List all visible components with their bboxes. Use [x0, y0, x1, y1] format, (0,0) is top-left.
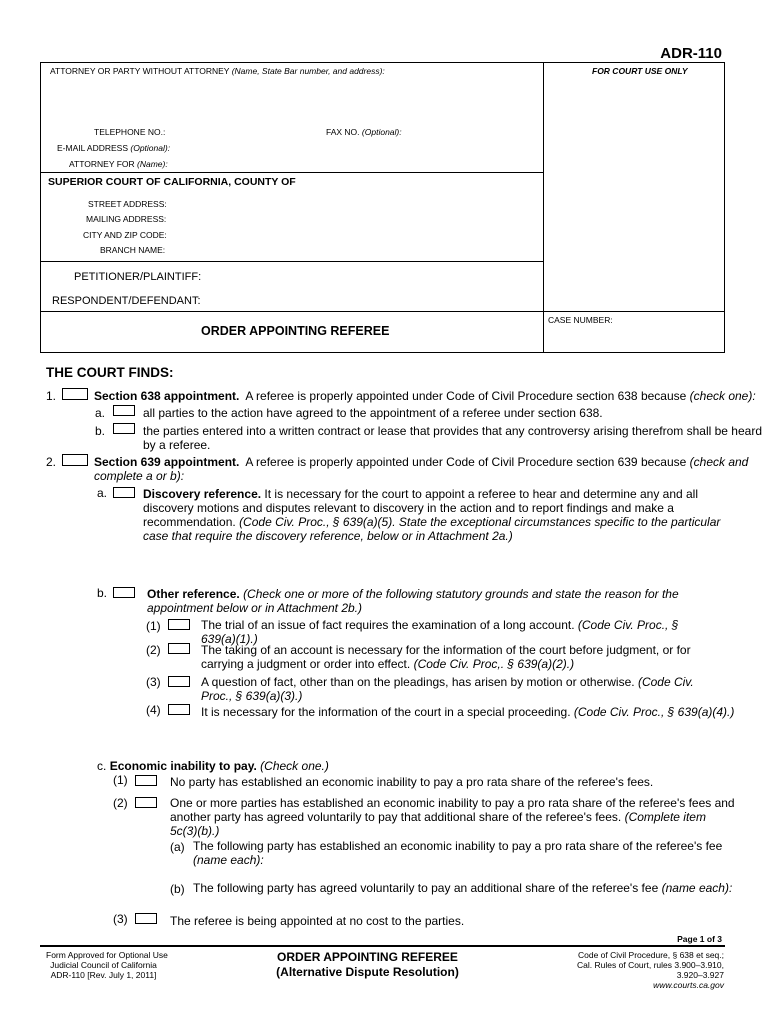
- footer-title: ORDER APPOINTING REFEREE (Alternative Dispute Resolution): [276, 950, 459, 979]
- item2a-text-4: case that require the discovery reference, below or in Attachment 2a.): [143, 529, 513, 543]
- mailing-label: MAILING ADDRESS:: [86, 214, 167, 224]
- footer-code: Code of Civil Procedure, § 638 et seq.; Cal. Rules of Court, rules 3.900–3.910, 3.920–3.927 www.courts.ca.gov: [577, 950, 724, 990]
- econ1-checkbox[interactable]: [135, 775, 157, 786]
- econ2b-label: (b): [170, 882, 185, 896]
- item2b1-checkbox[interactable]: [168, 619, 190, 630]
- telephone-label: TELEPHONE NO.:: [94, 127, 166, 137]
- econ2b-text: The following party has agreed voluntarily to pay an additional share of the referee's fee (name each):: [193, 881, 733, 895]
- item2b-label: b.: [97, 586, 108, 600]
- branch-label: BRANCH NAME:: [100, 245, 166, 255]
- item2b1-text: The trial of an issue of fact requires the examination of a long account. (Code Civ. Proc., §: [201, 618, 679, 632]
- item2a-label: a.: [97, 486, 108, 500]
- econ2-text-2: another party has agreed voluntarily to pay that additional share of the referee's fees. (Complete item: [170, 810, 706, 824]
- item2b-text-2: appointment below or in Attachment 2b.): [147, 601, 363, 615]
- form-id: ADR-110: [660, 45, 722, 62]
- item2b4-label: (4): [146, 703, 161, 717]
- footer-rule: [40, 945, 725, 947]
- item1-text: Section 638 appointment. A referee is properly appointed under Code of Civil Procedure section 638 because (check one):: [94, 389, 756, 403]
- footer-approval: Form Approved for Optional Use Judicial Council of California ADR-110 [Rev. July 1, 2011]: [46, 950, 168, 980]
- econ-heading: c. Economic inability to pay. (Check one.): [97, 759, 329, 773]
- item1-checkbox[interactable]: [62, 388, 88, 400]
- item2b1-label: (1): [146, 619, 161, 633]
- item2-hint: complete a or b):: [94, 469, 185, 483]
- item1b-text-2: by a referee.: [143, 438, 211, 452]
- item2b3-label: (3): [146, 675, 161, 689]
- econ2-checkbox[interactable]: [135, 797, 157, 808]
- item2a-checkbox[interactable]: [113, 487, 135, 498]
- item2-checkbox[interactable]: [62, 454, 88, 466]
- item2b2-label: (2): [146, 643, 161, 657]
- econ2-label: (2): [113, 796, 128, 810]
- case-number-label: CASE NUMBER:: [548, 315, 613, 325]
- item2b-checkbox[interactable]: [113, 587, 135, 598]
- item1b-checkbox[interactable]: [113, 423, 135, 434]
- econ2-text-1: One or more parties has established an economic inability to pay a pro rata share of the referee's fees and: [170, 796, 735, 810]
- item1b-text-1: the parties entered into a written contract or lease that provides that any controversy arising therefrom shall be heard: [143, 424, 762, 438]
- item2a-text-1: Discovery reference. It is necessary for the court to appoint a referee to hear and determine any and all: [143, 487, 699, 501]
- item2a-text-3: recommendation. (Code Civ. Proc., § 639(a)(5). State the exceptional circumstances specific to the particular: [143, 515, 721, 529]
- item2b4-text: It is necessary for the information of the court in a special proceeding. (Code Civ. Proc., § 639(a)(4).): [201, 705, 735, 719]
- econ3-text: The referee is being appointed at no cost to the parties.: [170, 914, 465, 928]
- email-label: E-MAIL ADDRESS (Optional):: [57, 143, 171, 153]
- item1a-label: a.: [95, 406, 106, 420]
- item2b2-text-2: carrying a judgment or order into effect. (Code Civ. Proc,. § 639(a)(2).): [201, 657, 575, 671]
- item1b-label: b.: [95, 424, 106, 438]
- court-title: SUPERIOR COURT OF CALIFORNIA, COUNTY OF: [48, 176, 296, 188]
- item2b-text-1: Other reference. (Check one or more of the following statutory grounds and state the reason for the: [147, 587, 679, 601]
- item1-number: 1.: [46, 389, 57, 403]
- order-title: ORDER APPOINTING REFEREE: [201, 324, 390, 338]
- court-use-label: FOR COURT USE ONLY: [592, 66, 688, 76]
- item2-number: 2.: [46, 455, 57, 469]
- econ3-checkbox[interactable]: [135, 913, 157, 924]
- item2b3-checkbox[interactable]: [168, 676, 190, 687]
- item2b2-checkbox[interactable]: [168, 643, 190, 654]
- econ2a-hint: (name each):: [193, 853, 264, 867]
- item2b4-checkbox[interactable]: [168, 704, 190, 715]
- page-number: Page 1 of 3: [677, 934, 722, 944]
- econ2-text-3: 5c(3)(b).): [170, 824, 220, 838]
- item2a-text-2: discovery motions and disputes relevant to discovery in the action and to report findings and make a: [143, 501, 674, 515]
- item2b1-hint: 639(a)(1).): [201, 632, 258, 646]
- respondent-label: RESPONDENT/DEFENDANT:: [52, 295, 201, 307]
- street-label: STREET ADDRESS:: [88, 199, 167, 209]
- item2b3-text-2: Proc., § 639(a)(3).): [201, 689, 303, 703]
- item1a-text: all parties to the action have agreed to the appointment of a referee under section 638.: [143, 406, 603, 420]
- attorney-for-label: ATTORNEY FOR (Name):: [69, 159, 168, 169]
- fax-label: FAX NO. (Optional):: [326, 127, 402, 137]
- court-finds-heading: THE COURT FINDS:: [46, 365, 174, 380]
- econ2a-text: The following party has established an economic inability to pay a pro rata share of the referee's fee: [193, 839, 723, 853]
- item1a-checkbox[interactable]: [113, 405, 135, 416]
- econ3-label: (3): [113, 912, 128, 926]
- petitioner-label: PETITIONER/PLAINTIFF:: [74, 271, 202, 283]
- item2-text: Section 639 appointment. A referee is properly appointed under Code of Civil Procedure section 639 because (check and: [94, 455, 749, 469]
- econ1-label: (1): [113, 773, 128, 787]
- item2b3-text-1: A question of fact, other than on the pleadings, has arisen by motion or otherwise. (Code Civ.: [201, 675, 694, 689]
- attorney-label: ATTORNEY OR PARTY WITHOUT ATTORNEY (Name, State Bar number, and address):: [50, 66, 385, 76]
- courts-link[interactable]: www.courts.ca.gov: [653, 980, 724, 990]
- econ2a-label: (a): [170, 840, 185, 854]
- item2b2-text-1: The taking of an account is necessary for the information of the court before judgment, or for: [201, 643, 691, 657]
- econ1-text: No party has established an economic inability to pay a pro rata share of the referee's fees.: [170, 775, 654, 789]
- city-label: CITY AND ZIP CODE:: [83, 230, 167, 240]
